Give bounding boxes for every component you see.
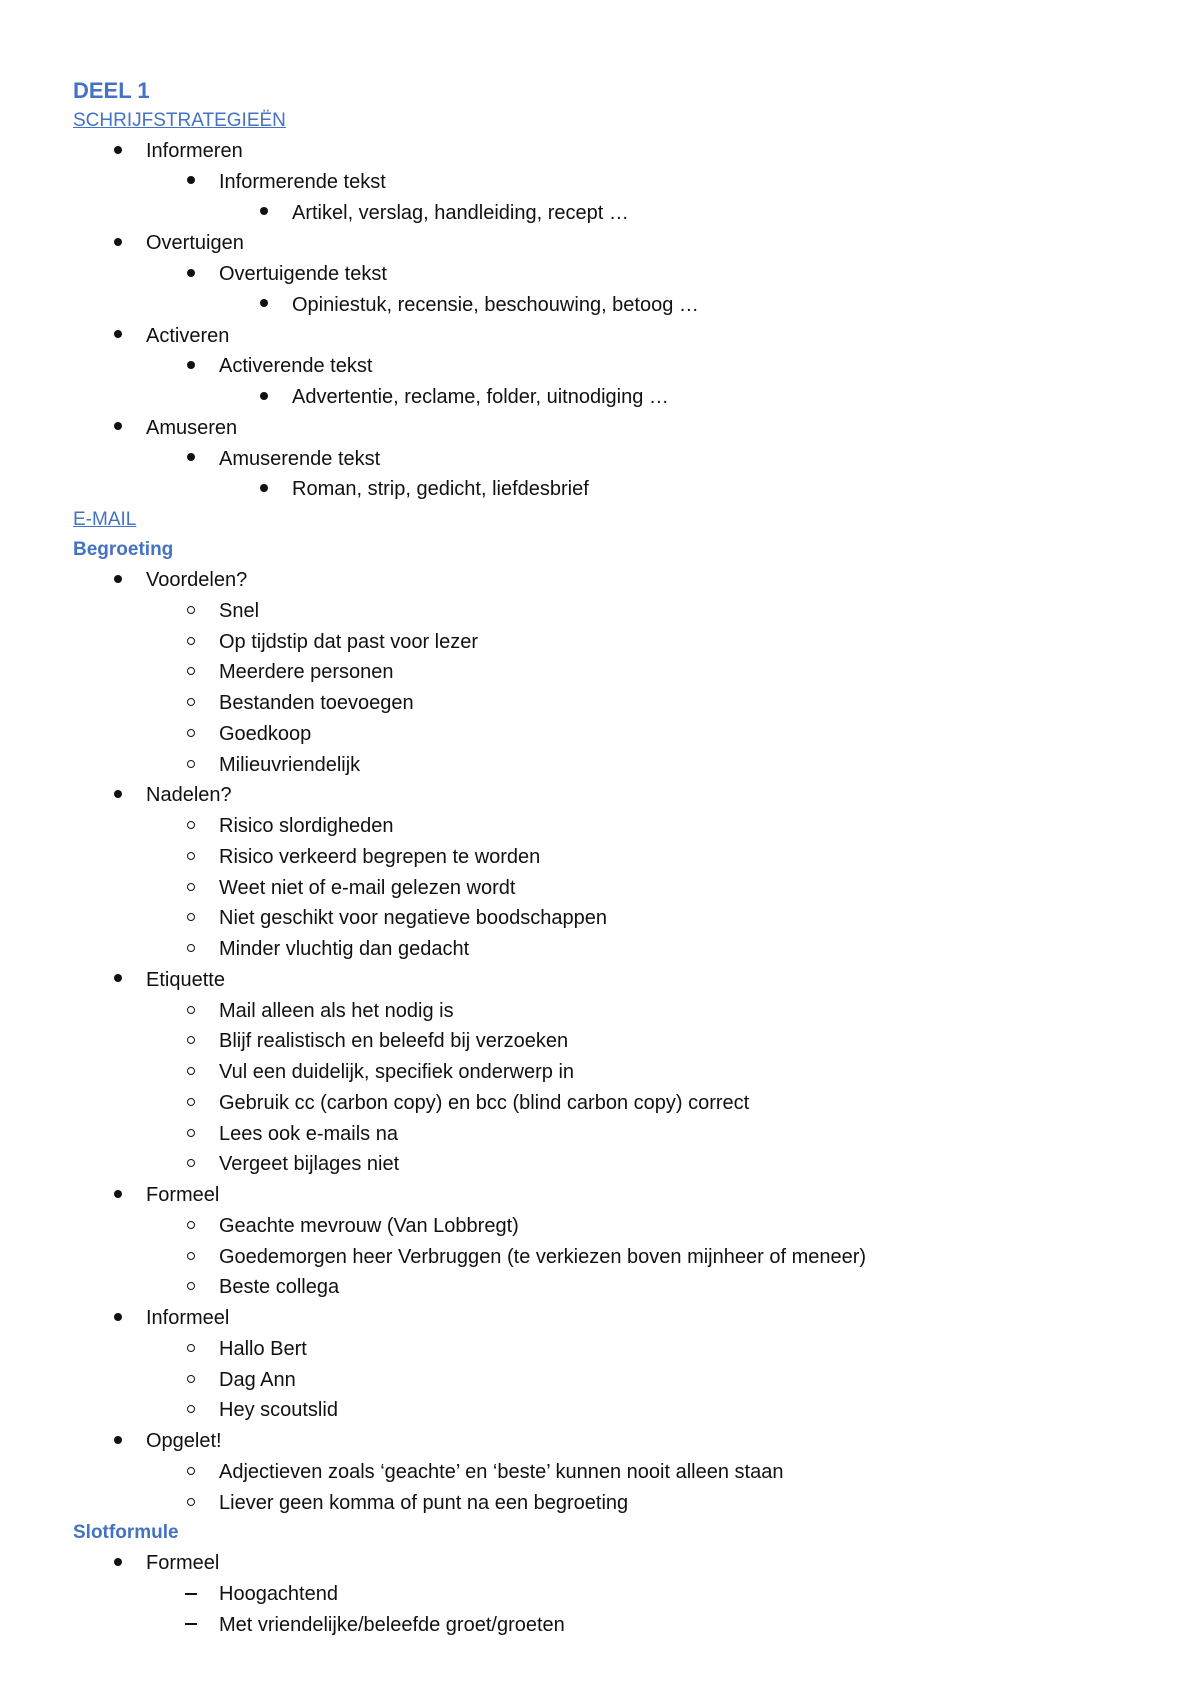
circle-bullet-icon [181, 1395, 201, 1426]
list-item: Hoogachtend [73, 1579, 1200, 1610]
circle-bullet-icon [181, 657, 201, 688]
circle-bullet-icon [181, 996, 201, 1027]
list-item: Gebruik cc (carbon copy) en bcc (blind carbon copy) correct [73, 1088, 1200, 1119]
circle-bullet-icon [181, 719, 201, 750]
subheading-slotformule: Slotformule [73, 1522, 179, 1544]
list-item: Dag Ann [73, 1365, 1200, 1396]
list-item: Vergeet bijlages niet [73, 1149, 1200, 1180]
list-item: Met vriendelijke/beleefde groet/groeten [73, 1610, 1200, 1641]
bullet-icon [254, 290, 274, 321]
list-item: Advertentie, reclame, folder, uitnodiging … [73, 382, 1200, 413]
list-item: Voordelen? [73, 565, 1200, 596]
list-item: Activeren [73, 321, 1200, 352]
list-item: Informerende tekst [73, 167, 1200, 198]
dash-bullet-icon [181, 1610, 201, 1641]
list-item: Weet niet of e-mail gelezen wordt [73, 873, 1200, 904]
bullet-icon [108, 1303, 128, 1334]
bullet-icon [108, 321, 128, 352]
list-item: Informeren [73, 136, 1200, 167]
subheading-begroeting: Begroeting [73, 539, 174, 560]
bullet-icon [108, 228, 128, 259]
circle-bullet-icon [181, 596, 201, 627]
list-item: Risico verkeerd begrepen te worden [73, 842, 1200, 873]
list-item: Milieuvriendelijk [73, 750, 1200, 781]
bullet-icon [181, 444, 201, 475]
list-item: Adjectieven zoals ‘geachte’ en ‘beste’ kunnen nooit alleen staan [73, 1457, 1200, 1488]
bullet-icon [181, 351, 201, 382]
bullet-icon [108, 780, 128, 811]
circle-bullet-icon [181, 1365, 201, 1396]
circle-bullet-icon [181, 934, 201, 965]
list-item: Hey scoutslid [73, 1395, 1200, 1426]
circle-bullet-icon [181, 1057, 201, 1088]
list-item: Bestanden toevoegen [73, 688, 1200, 719]
circle-bullet-icon [181, 811, 201, 842]
circle-bullet-icon [181, 1488, 201, 1519]
list-item: Overtuigende tekst [73, 259, 1200, 290]
list-item: Lees ook e-mails na [73, 1119, 1200, 1150]
circle-bullet-icon [181, 1334, 201, 1365]
list-item: Artikel, verslag, handleiding, recept … [73, 198, 1200, 229]
list-item: Nadelen? [73, 780, 1200, 811]
bullet-icon [108, 965, 128, 996]
bullet-icon [108, 1426, 128, 1457]
list-item: Goedkoop [73, 719, 1200, 750]
list-item: Hallo Bert [73, 1334, 1200, 1365]
bullet-icon [254, 474, 274, 505]
list-item: Informeel [73, 1303, 1200, 1334]
list-item: Liever geen komma of punt na een begroeting [73, 1488, 1200, 1519]
bullet-icon [108, 1548, 128, 1579]
list-item: Blijf realistisch en beleefd bij verzoeken [73, 1026, 1200, 1057]
circle-bullet-icon [181, 1119, 201, 1150]
bullet-icon [108, 413, 128, 444]
circle-bullet-icon [181, 688, 201, 719]
circle-bullet-icon [181, 873, 201, 904]
list-item: Snel [73, 596, 1200, 627]
circle-bullet-icon [181, 1272, 201, 1303]
begroeting-list [73, 565, 1200, 1518]
circle-bullet-icon [181, 842, 201, 873]
list-item: Minder vluchtig dan gedacht [73, 934, 1200, 965]
list-item: Opiniestuk, recensie, beschouwing, betoog … [73, 290, 1200, 321]
bullet-icon [181, 167, 201, 198]
circle-bullet-icon [181, 903, 201, 934]
list-item: Formeel [73, 1180, 1200, 1211]
list-item: Geachte mevrouw (Van Lobbregt) [73, 1211, 1200, 1242]
list-item: Beste collega [73, 1272, 1200, 1303]
circle-bullet-icon [181, 1149, 201, 1180]
list-item: Overtuigen [73, 228, 1200, 259]
circle-bullet-icon [181, 627, 201, 658]
circle-bullet-icon [181, 1242, 201, 1273]
list-item: Etiquette [73, 965, 1200, 996]
circle-bullet-icon [181, 1088, 201, 1119]
section-heading-email: E-MAIL [73, 509, 137, 530]
section-heading-schrijfstrategieen: SCHRIJFSTRATEGIEËN [73, 110, 286, 131]
list-item: Roman, strip, gedicht, liefdesbrief [73, 474, 1200, 505]
bullet-icon [254, 382, 274, 413]
bullet-icon [108, 136, 128, 167]
list-item: Amuserende tekst [73, 444, 1200, 475]
bullet-icon [108, 565, 128, 596]
circle-bullet-icon [181, 1457, 201, 1488]
list-item: Goedemorgen heer Verbruggen (te verkiezen boven mijnheer of meneer) [73, 1242, 1200, 1273]
list-item: Amuseren [73, 413, 1200, 444]
bullet-icon [108, 1180, 128, 1211]
list-item: Risico slordigheden [73, 811, 1200, 842]
list-item: Op tijdstip dat past voor lezer [73, 627, 1200, 658]
list-item: Niet geschikt voor negatieve boodschappen [73, 903, 1200, 934]
list-item: Activerende tekst [73, 351, 1200, 382]
list-item: Formeel [73, 1548, 1200, 1579]
bullet-icon [254, 198, 274, 229]
list-item: Opgelet! [73, 1426, 1200, 1457]
bullet-icon [181, 259, 201, 290]
circle-bullet-icon [181, 1211, 201, 1242]
circle-bullet-icon [181, 1026, 201, 1057]
dash-bullet-icon [181, 1579, 201, 1610]
list-item: Vul een duidelijk, specifiek onderwerp in [73, 1057, 1200, 1088]
part-heading: DEEL 1 [73, 78, 150, 103]
circle-bullet-icon [181, 750, 201, 781]
strategies-list [73, 136, 1200, 505]
list-item: Mail alleen als het nodig is [73, 996, 1200, 1027]
slotformule-list [73, 1548, 1200, 1640]
list-item: Meerdere personen [73, 657, 1200, 688]
